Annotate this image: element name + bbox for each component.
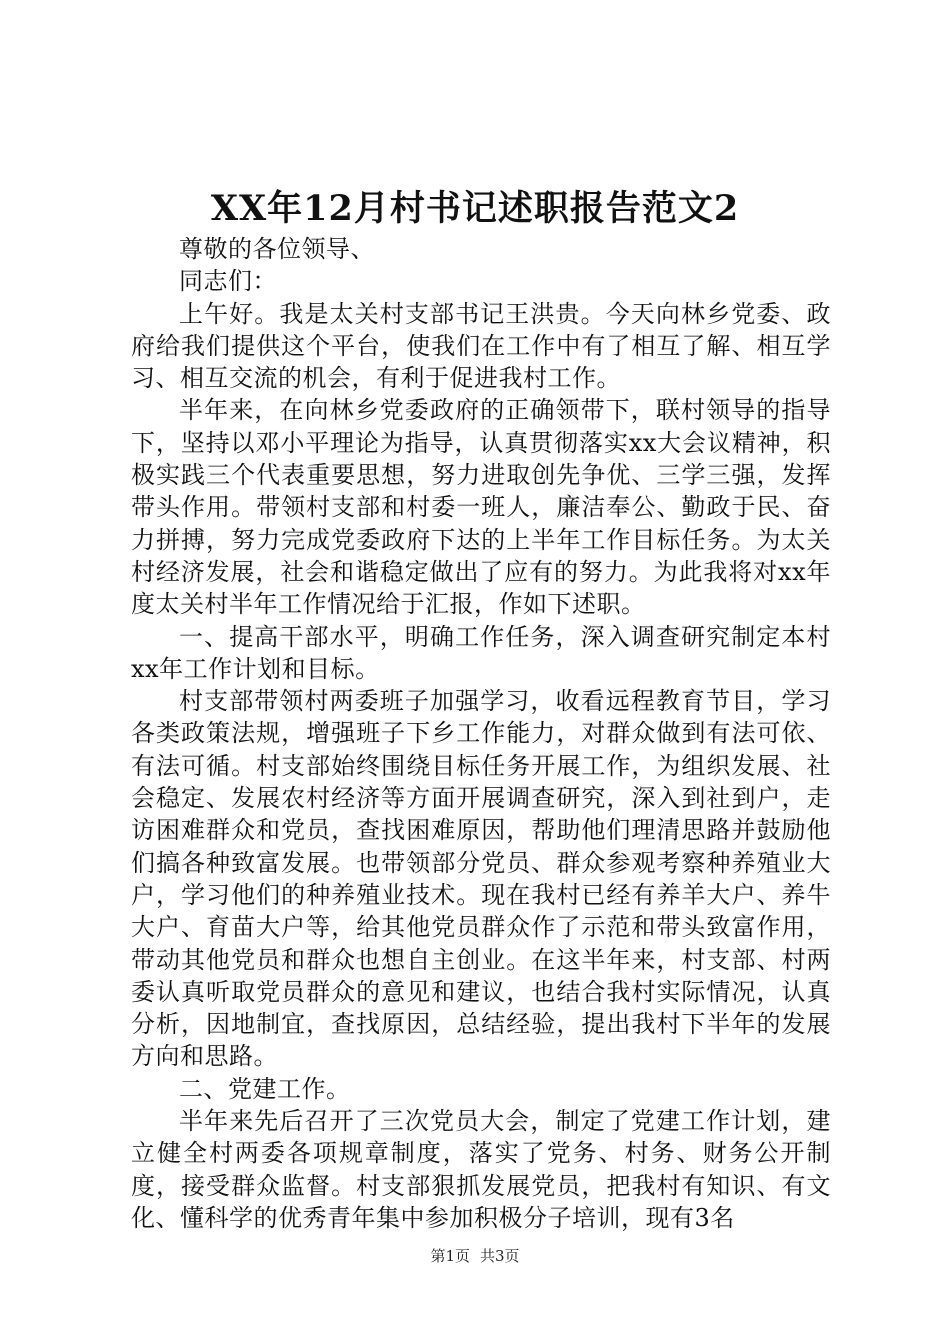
document-body: [131, 233, 831, 1234]
paragraph-half-year-summary: 半年来，在向林乡党委政府的正确领带下，联村领导的指导下，坚持以邓小平理论为指导，认真贯彻落实xx大会议精神，积极实践三个代表重要思想，努力进取创先争优、三学三强，发挥带头作用。带领村支部和村委一班人，廉洁奉公、勤政于民、奋力拼搏，努力完成党委政府下达的上半年工作目标任务。为太关村经济发展，社会和谐稳定做出了应有的努力。为此我将对xx年度太关村半年工作情况给于汇报，作如下述职。: [131, 396, 831, 619]
page-number-total: 共3页: [480, 1247, 520, 1265]
section-heading-1: 一、提高干部水平，明确工作任务，深入调查研究制定本村xx年工作计划和目标。: [131, 622, 831, 683]
paragraph-salutation-1: 尊敬的各位领导、: [179, 235, 375, 263]
document-title: XX年12月村书记述职报告范文2: [210, 188, 740, 229]
page-footer: [0, 1246, 950, 1266]
paragraph-section-1-body: 村支部带领村两委班子加强学习，收看远程教育节目，学习各类政策法规，增强班子下乡工作能力，对群众做到有法可依、有法可循。村支部始终围绕目标任务开展工作，为组织发展、社会稳定、发展农村经济等方面开展调查研究，深入到社到户，走访困难群众和党员，查找困难原因，帮助他们理清思路并鼓励他们搞各种致富发展。也带领部分党员、群众参观考察种养殖业大户，学习他们的种养殖业技术。现在我村已经有养羊大户、养牛大户、育苗大户等，给其他党员群众作了示范和带头致富作用，带动其他党员和群众也想自主创业。在这半年来，村支部、村两委认真听取党员群众的意见和建议，也结合我村实际情况，认真分析，因地制宜，查找原因，总结经验，提出我村下半年的发展方向和思路。: [131, 687, 831, 1071]
paragraph-greeting: 上午好。我是太关村支部书记王洪贵。今天向林乡党委、政府给我们提供这个平台，使我们在工作中有了相互了解、相互学习、相互交流的机会，有利于促进我村工作。: [131, 299, 831, 393]
paragraph-salutation-2: 同志们：: [179, 267, 277, 296]
paragraph-section-2-body: 半年来先后召开了三次党员大会，制定了党建工作计划，建立健全村两委各项规章制度，落实了党务、村务、财务公开制度，接受群众监督。村支部狠抓发展党员，把我村有知识、有文化、懂科学的优秀青年集中参加积极分子培训，现有3名: [131, 1107, 831, 1232]
section-heading-2: 二、党建工作。: [179, 1074, 351, 1103]
page-number-current: 第1页: [430, 1247, 470, 1265]
